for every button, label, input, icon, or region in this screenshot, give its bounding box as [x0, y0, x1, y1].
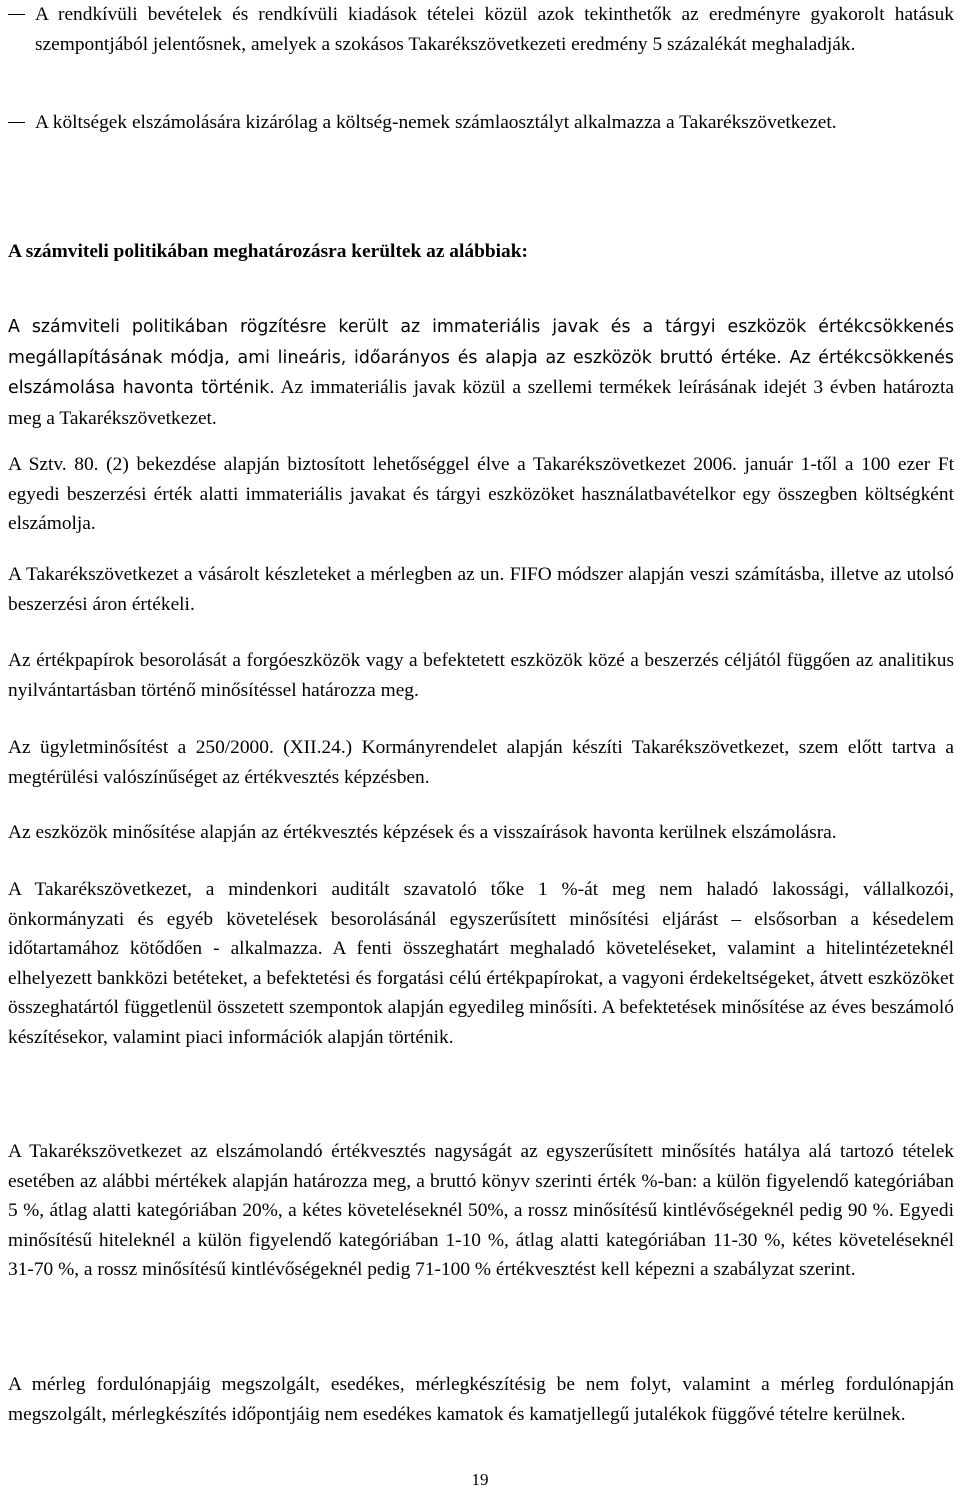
paragraph: Az ügyletminősítést a 250/2000. (XII.24.) Kormányrendelet alapján készíti Takarékszövetkezet, szem előtt tartva a megtérülési valószínűséget az értékvesztés képzésben.	[8, 737, 954, 788]
dash-bullet	[8, 122, 25, 123]
paragraph: Az eszközök minősítése alapján az értékvesztés képzések és a visszaírások havonta kerülnek elszámolásra.	[8, 822, 837, 843]
list-item-text: A költségek elszámolására kizárólag a költség-nemek számlaosztályt alkalmazza a Takarékszövetkezet.	[35, 112, 837, 133]
paragraph: A Takarékszövetkezet, a mindenkori auditált szavatoló tőke 1 %-át meg nem haladó lakossági, vállalkozói, önkormányzati és egyéb követelések besorolásánál egyszerűsített minősítési eljárást – elsősorban a késedelem időtartamához kötődően - alkalmazza. A fenti összeghatárt meghaladó követeléseket, valamint a hitelintézeteknél elhelyezett bankközi betéteket, a befektetési és forgatási célú értékpapírokat, a vagyoni érdekeltségeket, átvett eszközöket összeghatártól függetlenül összetett szempontok alapján egyedileg minősíti. A befektetések minősítése az éves beszámoló készítésekor, valamint piaci információk alapján történik.	[8, 879, 954, 1048]
paragraph: A Takarékszövetkezet a vásárolt készleteket a mérlegben az un. FIFO módszer alapján veszi számításba, illetve az utolsó beszerzési áron értékeli.	[8, 564, 954, 615]
paragraph	[8, 312, 954, 433]
list-item	[8, 108, 954, 138]
page-number: 19	[471, 1470, 489, 1489]
paragraph: Az értékpapírok besorolását a forgóeszközök vagy a befektetett eszközök közé a beszerzés céljától függően az analitikus nyilvántartásban történő minősítéssel határozza meg.	[8, 650, 954, 701]
paragraph-text: Az immateriális javak közül a szellemi termékek leírásának idejét 3 évben határozta meg a Takarékszövetkezet.	[8, 377, 954, 429]
list-item	[8, 0, 954, 59]
paragraph-text-sans: A számviteli politikában rögzítésre került az immateriális javak és a tárgyi eszközök értékcsökkenés megállapításának módja, ami lineáris, időarányos és alapja az eszközök bruttó értéke. Az értékcsökkenés elszámolása havonta történik.	[8, 317, 954, 398]
paragraph: A Sztv. 80. (2) bekezdése alapján biztosított lehetőséggel élve a Takarékszövetkezet 2006. január 1-től a 100 ezer Ft egyedi beszerzési érték alatti immateriális javakat és tárgyi eszközöket használatbavételkor egy összegben költségként elszámolja.	[8, 454, 954, 534]
paragraph: A Takarékszövetkezet az elszámolandó értékvesztés nagyságát az egyszerűsített minősítés hatálya alá tartozó tételek esetében az alábbi mértékek alapján határozza meg, a bruttó könyv szerinti érték %-ban: a külön figyelendő kategóriában 5 %, átlag alatti kategóriában 20%, a kétes követeléseknél 50%, a rossz minősítésű kintlévőségeknél pedig 90 %. Egyedi minősítésű hiteleknél a külön figyelendő kategóriában 1-10 %, átlag alatti kategóriában 11-30 %, kétes követeléseknél 31-70 %, a rossz minősítésű kintlévőségeknél pedig 71-100 % értékvesztést kell képezni a szabályzat szerint.	[8, 1141, 954, 1280]
paragraph: A mérleg fordulónapjáig megszolgált, esedékes, mérlegkészítésig be nem folyt, valamint a mérleg fordulónapján megszolgált, mérlegkészítés időpontjáig nem esedékes kamatok és kamatjellegű jutalékok függővé tételre kerülnek.	[8, 1374, 954, 1425]
dash-bullet	[8, 14, 25, 15]
section-heading: A számviteli politikában meghatározásra kerültek az alábbiak:	[8, 241, 528, 262]
list-item-text: A rendkívüli bevételek és rendkívüli kiadások tételei közül azok tekinthetők az eredményre gyakorolt hatásuk szempontjából jelentősnek, amelyek a szokásos Takarékszövetkezeti eredmény 5 százalékát meghaladják.	[35, 4, 954, 55]
